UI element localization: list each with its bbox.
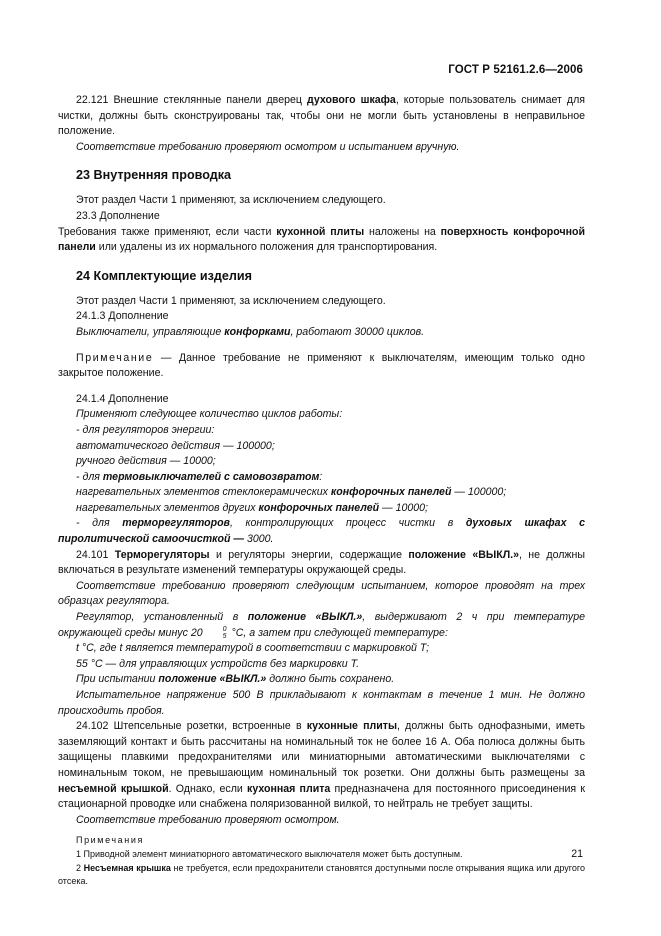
clause-24-101: 24.101 Терморегуляторы и регуляторы энергии, содержащие положение «ВЫКЛ.», не должны включаться в результате изменений температуры окружающей среды.	[58, 548, 585, 577]
tolerance-fraction: 0 5	[222, 625, 227, 640]
clause-24-101-regulator: Регулятор, установленный в положение «ВЫКЛ.», выдерживают 2 ч при температуре окружающей среды минус 20 0 5 °С, а затем при следующей температуре:	[58, 611, 585, 640]
clause-24-102-check: Соответствие требованию проверяют осмотром.	[76, 813, 340, 826]
note-1: 1 Приводной элемент миниатюрного автоматического выключателя может быть доступным.	[76, 848, 463, 859]
clause-24-1-3: 24.1.3 Дополнение	[76, 310, 169, 323]
cycles-energy-regulators: - для регуляторов энергии:	[76, 423, 215, 436]
clause-24-101-voltage: Испытательное напряжение 500 В прикладывают к контактам в течение 1 мин. Не должно происходить пробоя.	[58, 689, 585, 717]
cycles-automatic: автоматического действия — 100000;	[76, 439, 275, 452]
section-24-title: 24 Комплектующие изделия	[76, 268, 252, 283]
section-24-intro: Этот раздел Части 1 применяют, за исключением следующего.	[76, 294, 386, 307]
clause-24-1-3-text: Выключатели, управляющие конфорками, работают 30000 циклов.	[76, 325, 425, 338]
clause-22-121-check: Соответствие требованию проверяют осмотром и испытанием вручную.	[76, 140, 460, 153]
cycles-other-hobs: нагревательных элементов других конфорочных панелей — 10000;	[76, 501, 428, 514]
standard-header: ГОСТ Р 52161.2.6—2006	[448, 64, 583, 76]
clause-22-121: 22.121 Внешние стеклянные панели дверец духового шкафа, которые пользователь снимает для чистки, должны быть сконструированы так, чтобы они не могли быть установлены в неправильное положение.	[58, 94, 585, 138]
clause-24-1-4: 24.1.4 Дополнение	[76, 392, 169, 405]
notes-label: Примечания	[76, 835, 144, 846]
page-number: 21	[571, 848, 583, 860]
cycles-thermal-cutouts: - для термовыключателей с самовозвратом:	[76, 470, 323, 483]
clause-23-3: 23.3 Дополнение	[76, 209, 160, 222]
cycles-manual: ручного действия — 10000;	[76, 455, 216, 468]
clause-24-101-55-line: 55 °С — для управляющих устройств без маркировки Т.	[76, 657, 360, 670]
note-24-1-3: Примечание — Данное требование не применяют к выключателям, имеющим только одно закрытое положение.	[58, 351, 585, 380]
section-23-intro: Этот раздел Части 1 применяют, за исключением следующего.	[76, 194, 386, 207]
notes-block	[58, 834, 585, 888]
section-23-title: 23 Внутренняя проводка	[76, 168, 232, 183]
clause-23-3-text: Требования также применяют, если части кухонной плиты наложены на поверхность конфорочной панели или удалены из их нормального положения для транспортирования.	[58, 225, 585, 254]
clause-24-101-check: Соответствие требованию проверяют следующим испытанием, которое проводят на трех образцах регулятора.	[58, 579, 585, 608]
clause-24-102: 24.102 Штепсельные розетки, встроенные в кухонные плиты, должны быть однофазными, иметь заземляющий контакт и быть рассчитаны на номинальный ток не более 16 А. Оба полюса должны быть защищены плавкими предохранителями или миниатюрными автоматическими выключателями с номинальным током, не превышающим номинальный ток розетки. Они должны быть размещены за несъемной крышкой. Однако, если кухонная плита предназначена для постоянного присоединения к стационарной проводке или снабжена поляризованной вилкой, то нейтраль не требует защиты.	[58, 720, 585, 811]
cycles-glass-ceramic: нагревательных элементов стеклокерамических конфорочных панелей — 100000;	[76, 486, 507, 499]
cycles-thermostats: - для терморегуляторов, контролирующих процесс чистки в духовых шкафах с пиролитической самоочисткой — 3000.	[58, 517, 585, 546]
page-content	[58, 93, 585, 889]
cycles-intro: Применяют следующее количество циклов работы:	[76, 408, 343, 421]
note-2: 2 Несъемная крышка не требуется, если предохранители становятся доступными после открывания ящика или другого отсека.	[58, 862, 585, 887]
clause-24-101-t-line: t °С, где t является температурой в соответствии с маркировкой Т;	[76, 642, 430, 655]
clause-24-101-test: При испытании положение «ВЫКЛ.» должно быть сохранено.	[76, 673, 395, 686]
